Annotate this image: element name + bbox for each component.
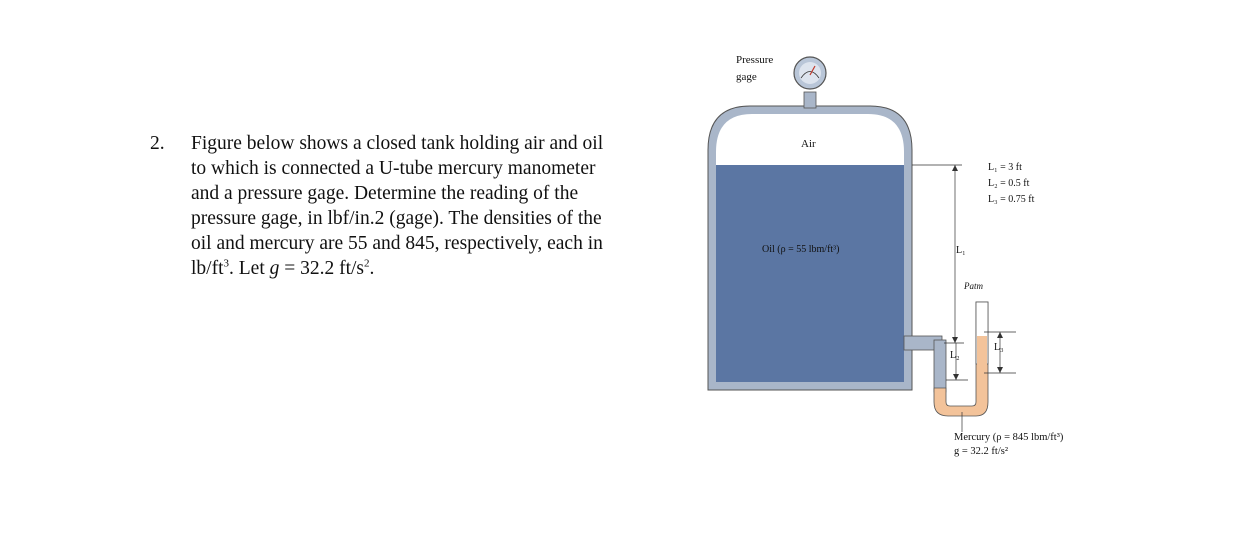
oil-label: Oil (ρ = 55 lbm/ft³) [762,244,840,255]
u-tube-left-leg [934,340,946,392]
mercury-label: Mercury (ρ = 845 lbm/ft³) [954,432,1064,443]
l2-value: L₂ = 0.5 ft [988,178,1030,189]
oil-fill [716,165,904,382]
l2-marker: L₂ [950,350,960,361]
problem-line: and a pressure gage. Determine the reading of the [191,183,579,204]
l1-marker: L₁ [956,245,966,256]
l3-value: L₃ = 0.75 ft [988,194,1035,205]
gage-label-line2: gage [736,71,757,83]
problem-line: to which is connected a U-tube mercury manometer [191,158,596,179]
problem-last-line: $lb/ft^3$. Let g = 32.2 $ft/s^2$. [191,257,375,279]
air-label: Air [801,138,816,150]
patm-label: Patm [964,281,983,291]
problem-line: oil and mercury are 55 and 845, respectively, each in [191,233,603,254]
gage-stem [804,92,816,108]
problem-number: 2. [150,133,165,154]
figure-drawing [700,40,1120,520]
mercury-right-column [977,336,987,404]
tank-manometer-figure [700,40,1120,520]
problem-line: Figure below shows a closed tank holding air and oil [191,133,604,154]
gage-label-line1: Pressure [736,54,774,66]
l1-value: L₁ = 3 ft [988,162,1022,173]
problem-text [191,131,691,281]
problem-line: pressure gage, in lbf/in.2 (gage). The densities of the [191,208,602,229]
gravity-label: g = 32.2 ft/s² [954,446,1008,457]
l3-marker: L₃ [994,342,1004,353]
